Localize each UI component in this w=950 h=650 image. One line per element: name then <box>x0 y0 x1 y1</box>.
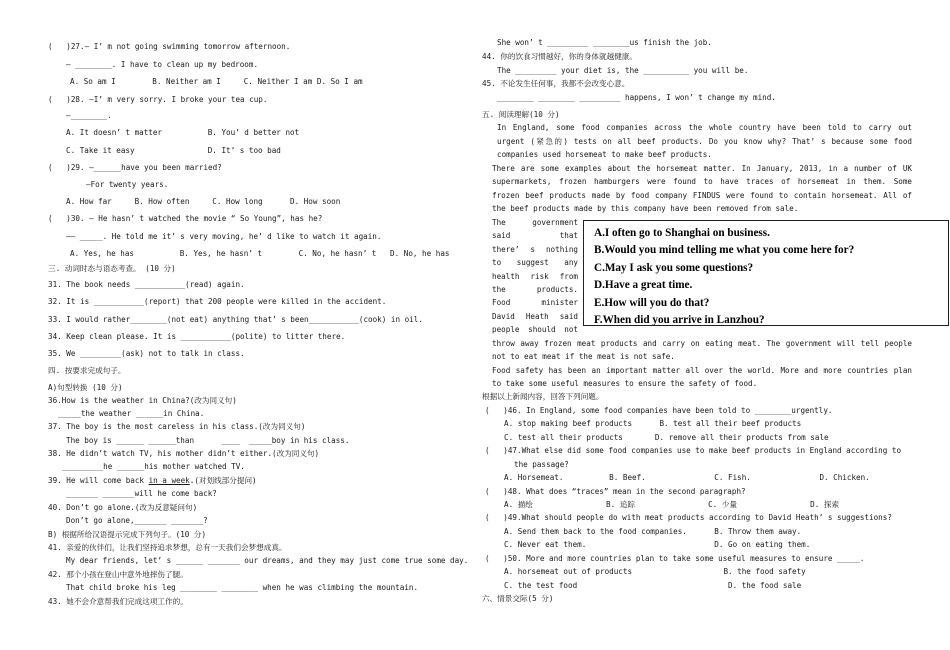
right-line: A. horsemeat out of products B. the food safety <box>504 567 806 576</box>
left-line: ( )28. —I’ m very sorry. I broke your tea cup. <box>48 95 268 104</box>
right-line: A. stop making beef products B. test all their beef products <box>504 419 802 428</box>
right-line: A. Send them back to the food companies. B. Throw them away. <box>504 527 802 536</box>
right-line: throw away frozen meat products and carry on eating meat. The government will tell people <box>492 339 912 348</box>
left-line: A)句型转换 (10 分) <box>48 383 123 392</box>
right-line: ( )46. In England, some food companies have been told to ________urgently. <box>485 406 833 415</box>
option-d: D.Have a great time. <box>594 279 693 292</box>
right-line: 五. 阅读理解(10 分) <box>482 110 560 119</box>
left-line: 34. Keep clean please. It is ___________(polite) to litter there. <box>48 332 346 341</box>
right-line: David Heath said <box>492 312 578 321</box>
right-line: ________ ________ _________ happens, I won’ t change my mind. <box>497 93 776 102</box>
left-line: 三. 动词时态与语态考查。 (10 分) <box>48 264 176 273</box>
right-line: C. the test food D. the food sale <box>504 581 802 590</box>
left-line: 36.How is the weather in China?(改为同义句) <box>48 396 237 405</box>
left-line: 41. 亲爱的伙伴们，让我们坚持追求梦想，总有一天我们会梦想成真。 <box>48 543 287 552</box>
left-line: ( )27.— I’ m not going swimming tomorrow afternoon. <box>48 42 291 51</box>
right-line: companies used horsemeat to make beef products. <box>497 150 712 159</box>
option-f: F.When did you arrive in Lanzhou? <box>594 314 765 327</box>
left-line: A. How far B. How often C. How long D. How soon <box>66 197 341 206</box>
right-line: ( )49.What should people do with meat products according to David Heath’ s suggestions? <box>485 513 892 522</box>
left-line: —— _____. He told me it’ s very moving, he’ d like to watch it again. <box>66 232 382 241</box>
right-line: In England, some food companies across the whole country have been told to carry out <box>497 123 912 132</box>
left-line: ( )30. — He hasn’ t watched the movie “ So Young”, has he? <box>48 214 323 223</box>
right-line: ( )48. What does “traces” mean in the second paragraph? <box>485 487 746 496</box>
right-line: Food safety has been an important matter all over the world. More and more countries plan <box>492 366 912 375</box>
right-line: urgent (紧急的) tests on all beef products. Do you know why? That’ s because some food <box>497 137 912 146</box>
left-line: _____the weather ______in China. <box>58 409 205 418</box>
option-e: E.How will you do that? <box>594 296 710 309</box>
right-line: the beef products made by this company have been removed from sale. <box>492 204 799 213</box>
right-line: ( )50. More and more countries plan to take some useful measures to ensure _____. <box>485 554 865 563</box>
right-line: there’ s nothing <box>492 245 578 254</box>
left-line: A. So am I B. Neither am I C. Neither I am D. So I am <box>70 77 363 86</box>
right-line: 45. 不论发生任何事，我都不会改变心意。 <box>482 79 630 88</box>
left-line: That child broke his leg ________ ________ when he was climbing the mountain. <box>66 583 419 592</box>
left-line: — ________. I have to clean up my bedroom. <box>66 60 259 69</box>
right-line: A. 描绘 B. 追踪 C. 少量 D. 探索 <box>504 500 840 509</box>
left-line: A. Yes, he has B. Yes, he hasn’ t C. No, he hasn’ t D. No, he has <box>70 249 450 258</box>
left-line: _______ _______will he come back? <box>66 489 217 498</box>
left-line: 38. He didn’t watch TV, his mother didn’t either.(改为同义句) <box>48 449 320 458</box>
left-line: 39. He will come back in a week.(对划线部分提问) <box>48 476 257 485</box>
right-line: 根据以上新闻内容，回答下列问题。 <box>482 392 604 401</box>
right-line: ( )47.What else did some food companies use to make beef products in England according to <box>485 446 902 455</box>
right-line: the products. <box>492 285 578 294</box>
right-line: C. Never eat them. D. Go on eating them. <box>504 540 811 549</box>
right-line: not to eat meat if the meat is not safe. <box>492 352 675 361</box>
right-line: C. test all their products D. remove all their products from sale <box>504 433 829 442</box>
left-line: 42. 那个小孩在登山中意外地摔伤了腿。 <box>48 570 188 579</box>
right-line: said that <box>492 231 578 240</box>
right-line: to suggest any <box>492 258 578 267</box>
left-line: A. It doesn’ t matter B. You’ d better not <box>66 128 300 137</box>
left-line: 43. 她不会介意帮我们完成这项工作的。 <box>48 597 188 606</box>
left-line: —________. <box>66 111 112 120</box>
left-line: The boy is ______ ______than ____ _____boy in his class. <box>66 436 350 445</box>
left-line: _________he ______his mother watched TV. <box>62 462 245 471</box>
right-line: health risk from <box>492 272 578 281</box>
dialogue-options-box <box>583 220 949 326</box>
left-line: 37. The boy is the most careless in his class.(改为同义句) <box>48 422 306 431</box>
left-line: C. Take it easy D. It’ s too bad <box>66 146 281 155</box>
left-line: My dear friends, let’ s ______ _______ our dreams, and they may just come true some day. <box>66 556 469 565</box>
left-line: 31. The book needs ___________(read) again. <box>48 280 245 289</box>
right-line: There are some examples about the horsemeat matter. In January, 2013, in a number of UK <box>492 164 912 173</box>
left-line: 35. We _________(ask) not to talk in class. <box>48 349 245 358</box>
right-line: She won’ t _________ ________us finish the job. <box>497 38 712 47</box>
right-line: The government <box>492 218 578 227</box>
right-line: people should not <box>492 325 578 334</box>
right-line: to take some useful measures to ensure the safety of food. <box>492 379 758 388</box>
right-line: the passage? <box>514 460 569 469</box>
left-line: 33. I would rather________(not eat) anything that’ s been___________(cook) in oil. <box>48 315 423 324</box>
left-line: 四. 按要求完成句子。 <box>48 366 126 375</box>
option-b: B.Would you mind telling me what you come here for? <box>594 244 855 257</box>
right-line: 六、情景交际(5 分) <box>482 594 554 603</box>
right-line: frozen beef products made by food company FINDUS were found to contain horsemeat. All of <box>492 191 912 200</box>
left-line: ( )29. —______have you been married? <box>48 163 222 172</box>
right-line: Food minister <box>492 298 578 307</box>
left-line: —For twenty years. <box>86 180 169 189</box>
option-c: C.May I ask you some questions? <box>594 261 754 274</box>
left-line: B) 根据所给汉语提示完成下列句子。(10 分) <box>48 530 207 539</box>
right-line: The _________ your diet is, the __________ you will be. <box>497 66 749 75</box>
right-line: 44. 你的饮食习惯越好，你的身体就越健康。 <box>482 52 637 61</box>
left-line: 32. It is ___________(report) that 200 people were killed in the accident. <box>48 297 387 306</box>
left-line: 40. Don’t go alone.(改为反意疑问句) <box>48 503 198 512</box>
right-line: A. Horsemeat. B. Beef. C. Fish. D. Chicken. <box>504 473 870 482</box>
left-line: Don’t go alone,_______ _______? <box>66 516 208 525</box>
option-a: A.I often go to Shanghai on business. <box>594 227 770 239</box>
right-line: supermarkets, frozen hamburgers were found to have traces of horsemeat in them. Some <box>492 177 912 186</box>
